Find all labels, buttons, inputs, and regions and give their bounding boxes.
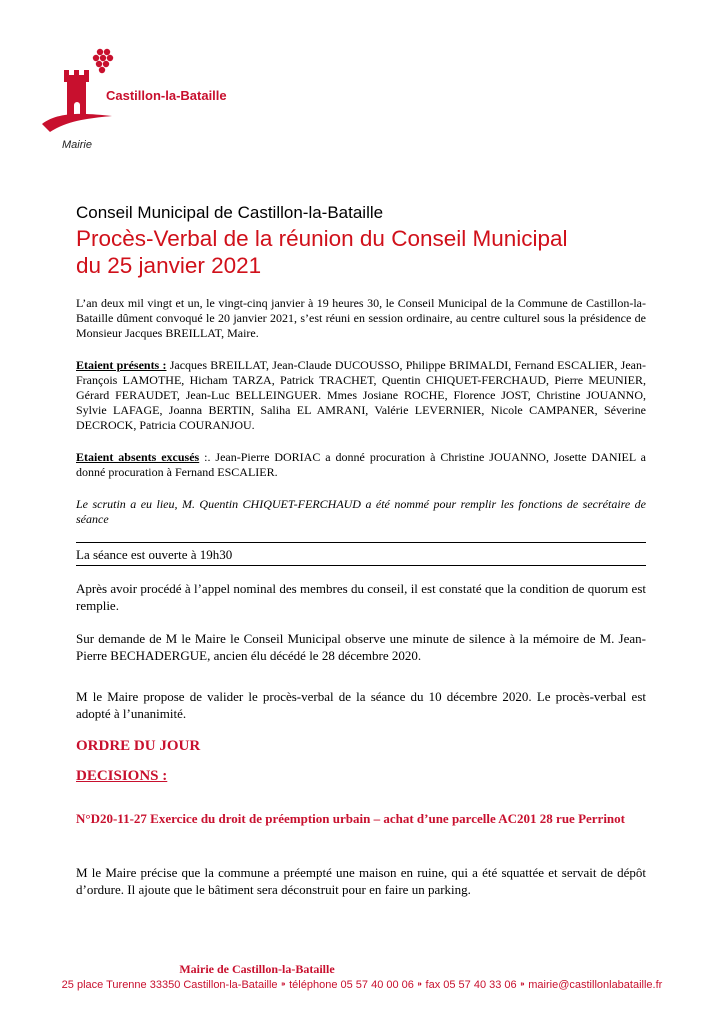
council-heading: Conseil Municipal de Castillon-la-Bataille xyxy=(76,203,384,222)
present-label: Etaient présents : xyxy=(76,358,167,372)
absent-list: :. Jean-Pierre DORIAC a donné procuration à Christine JOUANNO, Josette DANIEL a donné procuration à Fernand ESCALIER. xyxy=(76,450,646,479)
intro-paragraph: L’an deux mil vingt et un, le vingt-cinq janvier à 19 heures 30, le Conseil Municipal de la Commune de Castillon-la-Bataille dûment convoqué le 20 janvier 2021, s’est réuni en session ordinaire, au centre culturel sous la présidence de Monsieur Jacques BREILLAT, Maire. xyxy=(76,296,646,340)
absent-label: Etaient absents excusés xyxy=(76,450,200,464)
quorum-paragraph: Après avoir procédé à l’appel nominal des membres du conseil, il est constaté que la condition de quorum est remplie. xyxy=(76,581,646,613)
opening-line: La séance est ouverte à 19h30 xyxy=(76,547,233,562)
footer-title: Mairie de Castillon-la-Bataille xyxy=(179,962,335,976)
logo-mairie-label: Mairie xyxy=(62,139,92,151)
town-logo xyxy=(40,42,270,152)
secretary-paragraph: Le scrutin a eu lieu, M. Quentin CHIQUET-FERCHAUD a été nommé pour remplir les fonctions de secrétaire de séance xyxy=(76,497,646,526)
title-line-1: Procès-Verbal de la réunion du Conseil Municipal xyxy=(76,226,568,251)
document-title xyxy=(76,225,568,279)
agenda-heading: ORDRE DU JOUR xyxy=(76,738,201,754)
divider xyxy=(76,565,646,566)
decision-text: M le Maire précise que la commune a préempté une maison en ruine, qui a été squattée et servait de dépôt d’ordure. Il ajoute que le bâtiment sera déconstruit pour en faire un parking. xyxy=(76,865,646,897)
decision-title: N°D20-11-27 Exercice du droit de préemption urbain – achat d’une parcelle AC201 28 rue Perrinot xyxy=(76,811,625,826)
absent-paragraph xyxy=(76,450,646,480)
minutes-paragraph: M le Maire propose de valider le procès-verbal de la séance du 10 décembre 2020. Le procès-verbal est adopté à l’unanimité. xyxy=(76,689,646,721)
title-line-2: du 25 janvier 2021 xyxy=(76,253,262,278)
divider xyxy=(76,542,646,543)
silence-paragraph: Sur demande de M le Maire le Conseil Municipal observe une minute de silence à la mémoire de M. Jean-Pierre BECHADERGUE, ancien élu décédé le 28 décembre 2020. xyxy=(76,631,646,663)
decisions-heading: DECISIONS : xyxy=(76,768,168,784)
footer-address: 25 place Turenne 33350 Castillon-la-Bataille ⁍ téléphone 05 57 40 00 06 ⁍ fax 05 57 40 33 06 ⁍ mairie@castillonlabataille.fr xyxy=(61,979,663,991)
present-paragraph xyxy=(76,358,646,433)
present-list: Jacques BREILLAT, Jean-Claude DUCOUSSO, Philippe BRIMALDI, Fernand ESCALIER, Jean-François LAMOTHE, Hicham TARZA, Patrick TRACHET, Quentin CHIQUET-FERCHAUD, Pierre MEUNIER, Gérard FERAUDET, Jean-Luc BELLEINGUER. Mmes Josiane ROCHE, Florence JOST, Christine JOUANNO, Sylvie LAFAGE, Joanna BERTIN, Saliha EL AMRANI, Valérie LEVERNIER, Nicole CAMPANER, Séverine DECROCK, Patricia COURANJOU. xyxy=(76,358,646,432)
logo-town-name: Castillon-la-Bataille xyxy=(106,88,227,103)
